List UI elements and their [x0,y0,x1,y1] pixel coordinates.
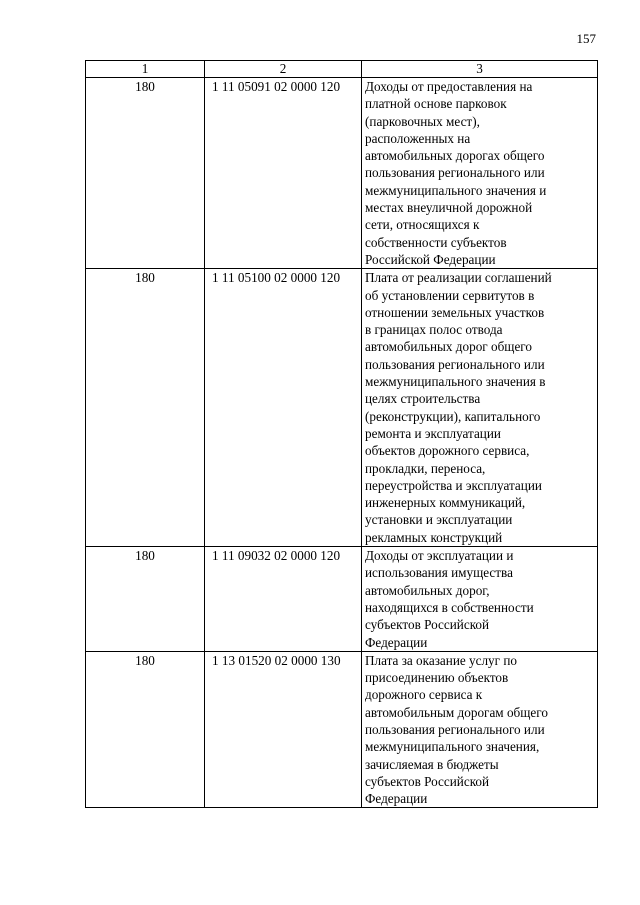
table-header-row [86,61,598,78]
description-line: Плата за оказание услуг по [365,652,518,668]
description-line: межмуниципального значения и [365,182,547,198]
description-line: инженерных коммуникаций, [365,495,526,511]
description-line: межмуниципального значения в [365,374,546,390]
revenue-code-cell: 1 11 05100 02 0000 120 [205,269,362,547]
admin-code-cell: 180 [86,78,205,269]
revenue-code-cell: 1 11 09032 02 0000 120 [205,547,362,652]
column-header-3: 3 [362,61,598,78]
description-line: установки и эксплуатации [365,512,513,528]
table-body [86,78,598,808]
column-header-2: 2 [205,61,362,78]
description-cell [362,269,598,547]
revenue-code-cell: 1 11 05091 02 0000 120 [205,78,362,269]
description-cell [362,78,598,269]
description-line: субъектов Российской [365,773,490,789]
description-line: (реконструкции), капитального [365,408,541,424]
description-line: автомобильных дорог общего [365,339,532,355]
description-line: дорожного сервиса к [365,687,483,703]
description-line: об установлении сервитутов в [365,287,535,303]
description-cell [362,651,598,808]
description-cell [362,547,598,652]
description-line: переустройства и эксплуатации [365,477,542,493]
description-line: зачисляемая в бюджеты [365,756,499,772]
description-line: Доходы от предоставления на [365,79,533,94]
revenue-codes-table [85,60,598,808]
description-line: отношении земельных участков [365,304,545,320]
description-line: Доходы от эксплуатации и [365,548,514,564]
description-line: автомобильным дорогам общего [365,704,548,720]
page-number: 157 [576,31,596,46]
table-row [86,269,598,547]
admin-code-cell: 180 [86,269,205,547]
description-line: платной основе парковок [365,96,507,112]
description-line: собственности субъектов [365,234,507,250]
admin-code-cell: 180 [86,547,205,652]
description-line: Российской Федерации [365,251,496,267]
description-line: Федерации [365,634,428,650]
admin-code-cell: 180 [86,651,205,808]
description-line: субъектов Российской [365,617,490,633]
description-line: местах внеуличной дорожной [365,200,533,216]
description-line: целях строительства [365,391,481,407]
description-line: Плата от реализации соглашений [365,270,552,286]
description-line: (парковочных мест), [365,113,480,129]
description-line: находящихся в собственности [365,599,534,615]
description-line: сети, относящихся к [365,217,480,233]
description-line: пользования регионального или [365,165,545,181]
description-line: в границах полос отвода [365,322,503,338]
description-line: автомобильных дорог, [365,582,490,598]
description-line: межмуниципального значения, [365,739,540,755]
description-line: прокладки, переноса, [365,460,486,476]
description-line: ремонта и эксплуатации [365,425,501,441]
description-line: объектов дорожного сервиса, [365,443,530,459]
description-line: пользования регионального или [365,721,545,737]
description-line: использования имущества [365,565,513,581]
revenue-code-cell: 1 13 01520 02 0000 130 [205,651,362,808]
table-row [86,547,598,652]
description-line: расположенных на [365,130,471,146]
description-line: рекламных конструкций [365,529,503,545]
description-line: автомобильных дорогах общего [365,148,545,164]
column-header-1: 1 [86,61,205,78]
description-line: присоединению объектов [365,670,509,686]
table-row [86,78,598,269]
description-line: Федерации [365,791,428,807]
description-line: пользования регионального или [365,356,545,372]
table-row [86,651,598,808]
